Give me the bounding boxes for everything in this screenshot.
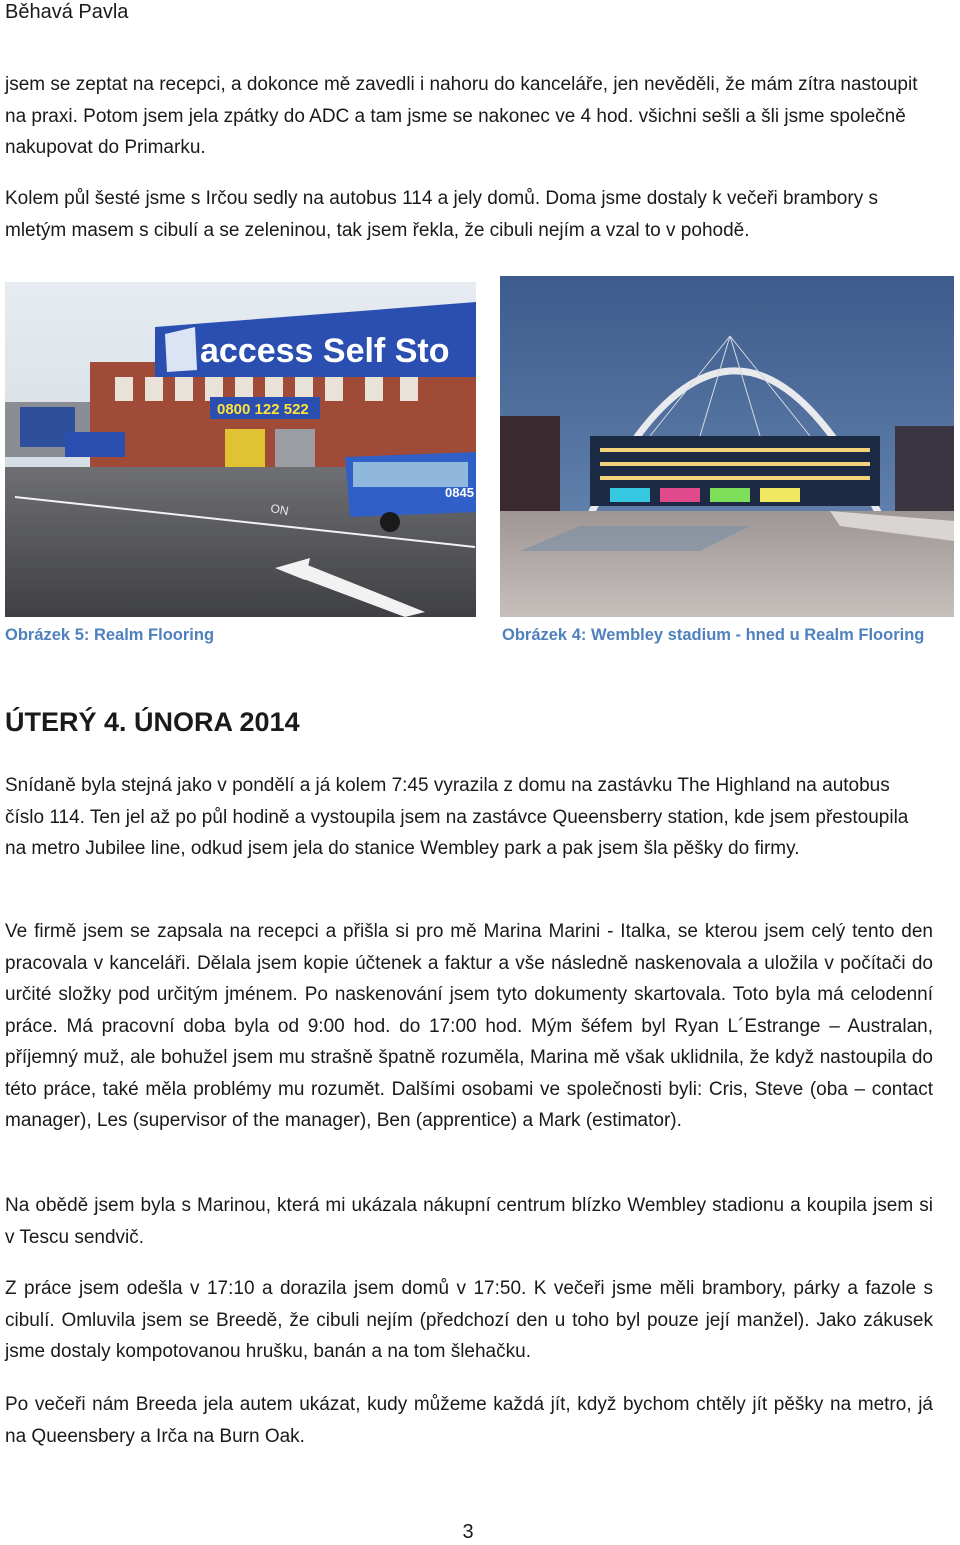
figure-4-caption: Obrázek 4: Wembley stadium - hned u Realm Flooring bbox=[502, 626, 925, 644]
document-header-author: Běhavá Pavla bbox=[5, 1, 129, 23]
photo-wembley-stadium bbox=[500, 276, 954, 617]
section-paragraph-5: Po večeři nám Breeda jela autem ukázat, kudy můžeme každá jít, když bychom chtěly jít pěšky na metro, já na Queensbery a Irča na Burn Oak. bbox=[5, 1394, 933, 1447]
intro-paragraph-2: Kolem půl šesté jsme s Irčou sedly na autobus 114 a jely domů. Doma jsme dostaly k večeři brambory s mletým masem s cibulí a se zeleninou, tak jsem řekla, že cibuli nejím a vzal to v pohodě. bbox=[5, 188, 878, 241]
section-paragraph-2: Ve firmě jsem se zapsala na recepci a přišla si pro mě Marina Marini - Italka, se kterou jsem celý tento den pracovala v kanceláři. Dělala jsem kopie účtenek a faktur a vše následně naskenovala a uložila v počítači do určité složky pod určitým jménem. Po naskenování jsem tyto dokumenty skartovala. Toto byla má celodenní práce. Má pracovní doba byla od 9:00 hod. do 17:00 hod. Mým šéfem byl Ryan L´Estrange – Australan, příjemný muž, ale bohužel jsem mu strašně špatně rozuměla, Marina mě však uklidnila, že když nastoupila do této práce, také měla problémy mu rozumět. Dalšími osobami ve společnosti byli: Cris, Steve (oba – contact manager), Les (supervisor of the manager), Ben (apprentice) a Mark (estimator). bbox=[5, 921, 933, 1131]
figure-5-caption: Obrázek 5: Realm Flooring bbox=[5, 626, 215, 644]
section-paragraph-1: Snídaně byla stejná jako v pondělí a já kolem 7:45 vyrazila z domu na zastávku The Highland na autobus číslo 114. Ten jel až po půl hodině a vystoupila jsem na zastávce Queensberry station, kde jsem přestoupila na metro Jubilee line, odkud jsem jela do stanice Wembley park a pak jsem šla pěšky do firmy. bbox=[5, 775, 909, 859]
section-paragraph-4: Z práce jsem odešla v 17:10 a dorazila jsem domů v 17:50. K večeři jsme měli brambory, párky a fazole s cibulí. Omluvila jsem se Breedě, že cibuli nejím (předchozí den u toho byl pouze její manžel). Jako zákusek jsme dostaly kompotovanou hrušku, banán a na tom šlehačku. bbox=[5, 1278, 933, 1362]
section-paragraph-3: Na obědě jsem byla s Marinou, která mi ukázala nákupní centrum blízko Wembley stadionu a koupila jsem si v Tescu sendvič. bbox=[5, 1195, 933, 1248]
realm-flooring-sign-text: access Self Sto bbox=[200, 332, 450, 370]
section-heading: ÚTERÝ 4. ÚNORA 2014 bbox=[5, 707, 300, 737]
realm-flooring-phone-text: 0800 122 522 bbox=[217, 401, 309, 418]
bus-route-text: 0845 bbox=[445, 485, 474, 500]
intro-paragraph-1: jsem se zeptat na recepci, a dokonce mě zavedli i nahoru do kanceláře, jen nevěděli, že mám zítra nastoupit na praxi. Potom jsem jela zpátky do ADC a tam jsme se nakonec ve 4 hod. všichni sešli a šli jsme společně nakupovat do Primarku. bbox=[5, 74, 918, 158]
svg-text:ON: ON bbox=[269, 501, 290, 519]
page-number: 3 bbox=[462, 1521, 474, 1543]
photo-realm-flooring bbox=[5, 282, 476, 617]
